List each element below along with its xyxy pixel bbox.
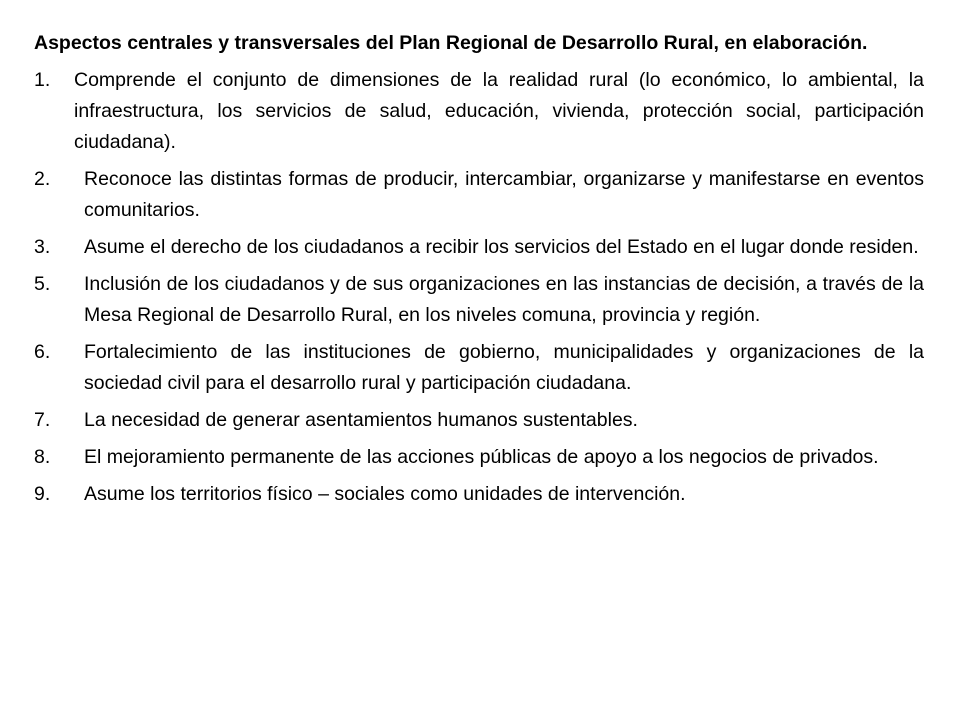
list-item-number: 6. [34,341,51,363]
list-item-number: 1. [34,69,51,91]
list-item-text: Asume el derecho de los ciudadanos a recibir los servicios del Estado en el lugar donde residen. [84,236,919,258]
list-item [34,337,924,399]
list-item-text: Reconoce las distintas formas de producir, intercambiar, organizarse y manifestarse en eventos comunitarios. [84,168,924,221]
list-item-text: La necesidad de generar asentamientos humanos sustentables. [84,409,638,431]
list-item-number: 5. [34,273,51,295]
list-item-number: 3. [34,236,51,258]
list-item-text: El mejoramiento permanente de las acciones públicas de apoyo a los negocios de privados. [84,446,879,468]
list-item-number: 7. [34,409,51,431]
document-title: Aspectos centrales y transversales del Plan Regional de Desarrollo Rural, en elaboración. [34,32,868,54]
list-item [34,65,924,158]
list-item [34,405,924,436]
list-item [34,269,924,331]
numbered-list [34,65,924,510]
list-item-number: 9. [34,483,51,505]
list-item [34,164,924,226]
list-item [34,232,924,263]
list-item-number: 8. [34,446,51,468]
list-item-text: Comprende el conjunto de dimensiones de la realidad rural (lo económico, lo ambiental, la infraestructura, los servicios de salud, educación, vivienda, protección social, participación ciudadana). [74,69,924,153]
list-item [34,479,924,510]
list-item-text: Inclusión de los ciudadanos y de sus organizaciones en las instancias de decisión, a través de la Mesa Regional de Desarrollo Rural, en los niveles comuna, provincia y región. [84,273,924,326]
list-item-text: Asume los territorios físico – sociales como unidades de intervención. [84,483,686,505]
list-item-text: Fortalecimiento de las instituciones de gobierno, municipalidades y organizaciones de la sociedad civil para el desarrollo rural y participación ciudadana. [84,341,924,394]
list-item [34,442,924,473]
list-item-number: 2. [34,168,51,190]
